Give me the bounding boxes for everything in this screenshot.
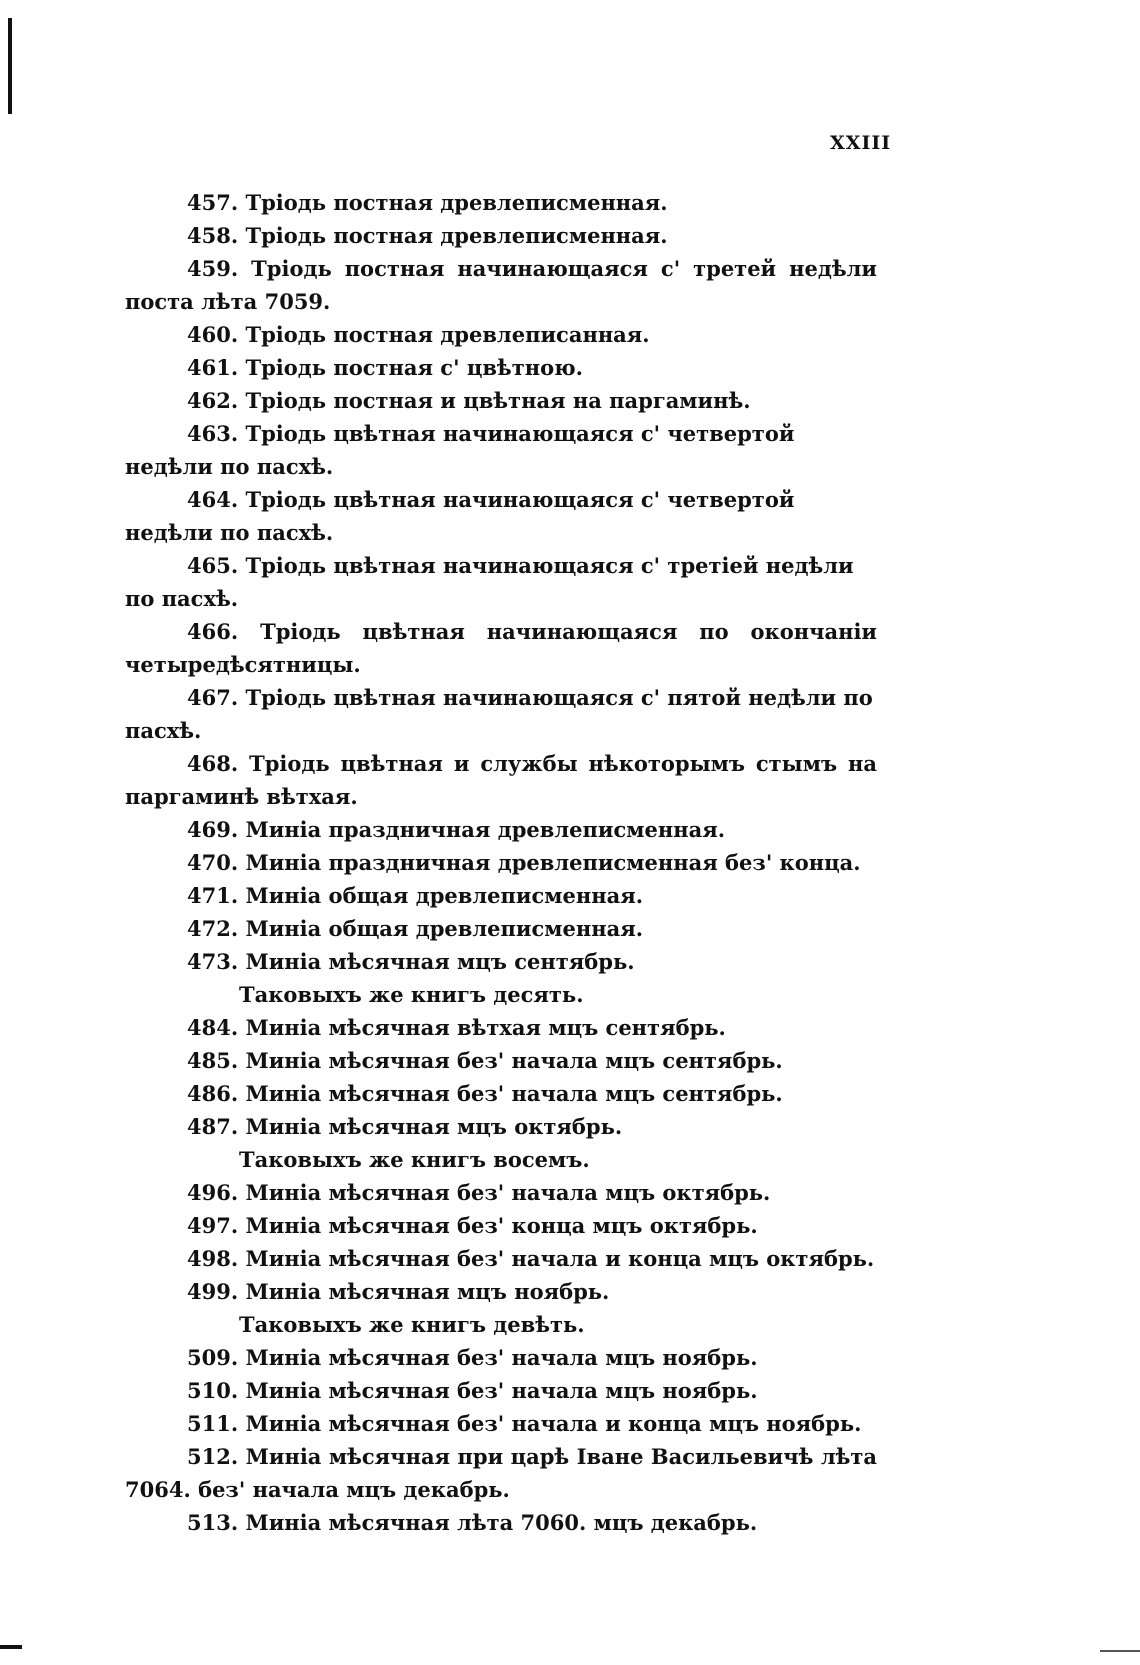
list-item — [125, 1110, 877, 1143]
list-item — [125, 846, 877, 879]
entry-text: Миніа общая древлеписменная. — [245, 916, 644, 941]
list-item — [125, 1440, 877, 1506]
list-item — [125, 879, 877, 912]
entry-number: 457. — [187, 190, 239, 215]
entry-text: Миніа мѣсячная без' начала мцъ октябрь. — [245, 1180, 771, 1205]
list-item — [125, 186, 877, 219]
entry-number: 512. — [187, 1444, 239, 1469]
entry-text: Таковыхъ же книгъ девѣть. — [239, 1312, 585, 1337]
list-item — [125, 351, 877, 384]
bottom-rule — [1100, 1650, 1140, 1652]
entry-number: 513. — [187, 1510, 239, 1535]
list-item — [125, 1374, 877, 1407]
entry-note — [125, 1143, 877, 1176]
entry-text: Миніа мѣсячная при царѣ Іване Васильевичѣ лѣта 7064. без' начала мцъ декабрь. — [125, 1444, 878, 1502]
list-item — [125, 813, 877, 846]
list-item — [125, 417, 877, 483]
list-item — [125, 1275, 877, 1308]
entry-number: 459. — [187, 256, 239, 281]
entry-number: 464. — [187, 487, 239, 512]
entry-number: 509. — [187, 1345, 239, 1370]
entry-text: Тріодь постная с' цвѣтною. — [245, 355, 583, 380]
entry-text: Миніа праздничная древлеписменная без' конца. — [245, 850, 861, 875]
list-item — [125, 1176, 877, 1209]
entry-text: Таковыхъ же книгъ десять. — [239, 982, 584, 1007]
entry-text: Миніа мѣсячная мцъ ноябрь. — [245, 1279, 610, 1304]
entry-text: Тріодь цвѣтная начинающаяся с' четвертой недѣли по пасхѣ. — [125, 487, 795, 545]
list-item — [125, 912, 877, 945]
entry-text: Тріодь цвѣтная начинающаяся с' третіей недѣли по пасхѣ. — [125, 553, 854, 611]
list-item — [125, 549, 877, 615]
entry-number: 462. — [187, 388, 239, 413]
list-item — [125, 1407, 877, 1440]
entry-text: Миніа мѣсячная без' начала и конца мцъ октябрь. — [245, 1246, 875, 1271]
entry-text: Миніа мѣсячная без' начала мцъ ноябрь. — [245, 1345, 758, 1370]
entry-text: Таковыхъ же книгъ восемъ. — [239, 1147, 590, 1172]
entry-number: 461. — [187, 355, 239, 380]
entry-number: 499. — [187, 1279, 239, 1304]
entry-text: Тріодь цвѣтная и службы нѣкоторымъ стымъ на паргаминѣ вѣтхая. — [125, 751, 877, 809]
list-item — [125, 483, 877, 549]
entry-number: 498. — [187, 1246, 239, 1271]
entry-text: Тріодь цвѣтная начинающаяся с' четвертой недѣли по пасхѣ. — [125, 421, 795, 479]
margin-rule — [8, 18, 12, 114]
margin-mark — [0, 1645, 22, 1649]
entry-number: 510. — [187, 1378, 239, 1403]
list-item — [125, 1506, 877, 1539]
entry-text: Миніа праздничная древлеписменная. — [245, 817, 726, 842]
list-item — [125, 219, 877, 252]
entry-text: Тріодь цвѣтная начинающаяся с' пятой недѣли по пасхѣ. — [125, 685, 873, 743]
list-item — [125, 1209, 877, 1242]
entry-number: 465. — [187, 553, 239, 578]
entry-text: Миніа мѣсячная мцъ октябрь. — [245, 1114, 623, 1139]
entry-number: 458. — [187, 223, 239, 248]
list-item — [125, 252, 877, 318]
entry-number: 469. — [187, 817, 239, 842]
list-item — [125, 681, 877, 747]
entry-number: 468. — [187, 751, 239, 776]
entry-number: 460. — [187, 322, 239, 347]
entry-text: Миніа мѣсячная без' начала мцъ сентябрь. — [245, 1048, 783, 1073]
entry-text: Миніа мѣсячная без' начала мцъ ноябрь. — [245, 1378, 758, 1403]
entry-text: Тріодь постная и цвѣтная на паргаминѣ. — [245, 388, 751, 413]
inventory-list — [125, 186, 877, 1539]
entry-note — [125, 1308, 877, 1341]
entry-number: 472. — [187, 916, 239, 941]
list-item — [125, 1341, 877, 1374]
entry-text: Миніа мѣсячная без' конца мцъ октябрь. — [245, 1213, 758, 1238]
entry-number: 470. — [187, 850, 239, 875]
list-item — [125, 384, 877, 417]
list-item — [125, 1044, 877, 1077]
entry-text: Миніа мѣсячная без' начала и конца мцъ ноябрь. — [245, 1411, 862, 1436]
entry-text: Тріодь постная древлеписанная. — [245, 322, 650, 347]
list-item — [125, 1242, 877, 1275]
entry-text: Миніа мѣсячная лѣта 7060. мцъ декабрь. — [245, 1510, 758, 1535]
list-item — [125, 615, 877, 681]
list-item — [125, 1077, 877, 1110]
entry-text: Тріодь постная древлеписменная. — [245, 190, 668, 215]
list-item — [125, 1011, 877, 1044]
entry-text: Миніа мѣсячная мцъ сентябрь. — [245, 949, 635, 974]
entry-number: 467. — [187, 685, 239, 710]
entry-number: 497. — [187, 1213, 239, 1238]
entry-number: 485. — [187, 1048, 239, 1073]
entry-number: 463. — [187, 421, 239, 446]
entry-number: 511. — [187, 1411, 239, 1436]
entry-text: Миніа мѣсячная без' начала мцъ сентябрь. — [245, 1081, 783, 1106]
entry-number: 473. — [187, 949, 239, 974]
entry-number: 466. — [187, 619, 239, 644]
list-item — [125, 945, 877, 978]
entry-note — [125, 978, 877, 1011]
entry-number: 484. — [187, 1015, 239, 1040]
entry-text: Тріодь цвѣтная начинающаяся по окончаніи четыредѣсятницы. — [125, 619, 877, 677]
page-folio: XXIII — [830, 132, 892, 154]
list-item — [125, 747, 877, 813]
list-item — [125, 318, 877, 351]
entry-text: Тріодь постная древлеписменная. — [245, 223, 668, 248]
entry-number: 496. — [187, 1180, 239, 1205]
entry-text: Миніа мѣсячная вѣтхая мцъ сентябрь. — [245, 1015, 726, 1040]
entry-number: 486. — [187, 1081, 239, 1106]
entry-text: Миніа общая древлеписменная. — [245, 883, 644, 908]
entry-text: Тріодь постная начинающаяся с' третей недѣли поста лѣта 7059. — [125, 256, 877, 314]
entry-number: 487. — [187, 1114, 239, 1139]
entry-number: 471. — [187, 883, 239, 908]
